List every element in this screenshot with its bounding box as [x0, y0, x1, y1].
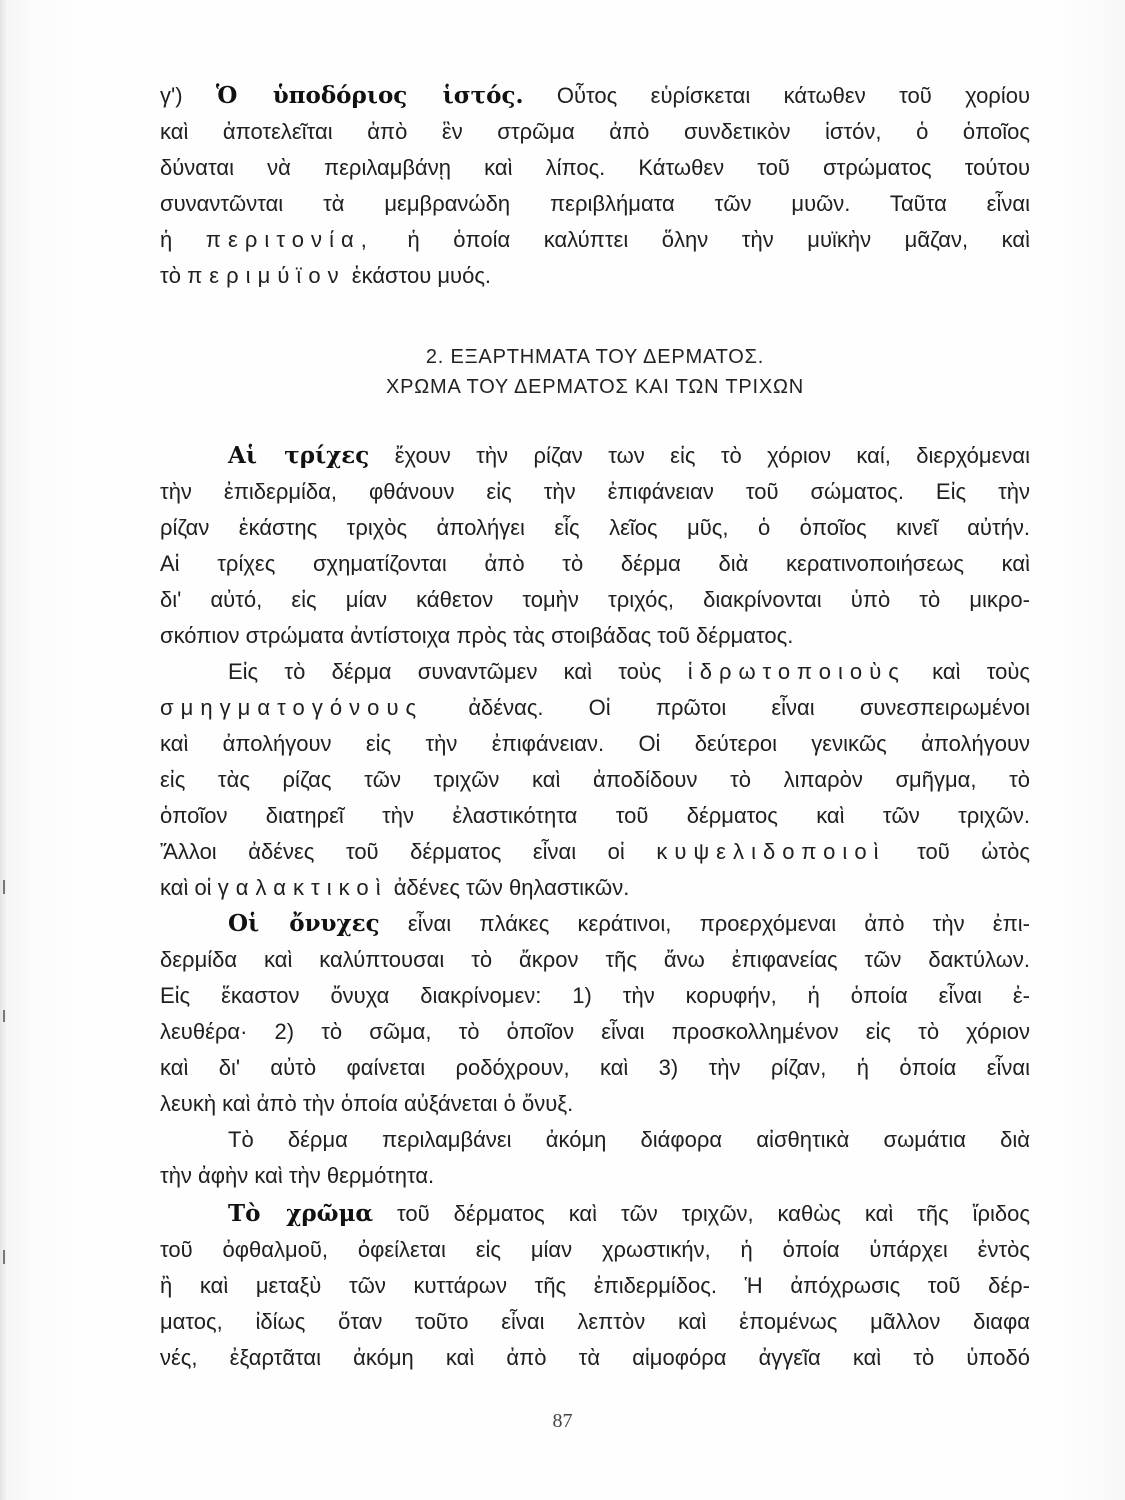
text-fragment: Εἰς τὸ δέρμα συναντῶμεν καὶ τοὺς: [228, 659, 662, 684]
subheading-color: Τὸ χρῶμα: [228, 1200, 374, 1227]
text-fragment: εἶναι πλάκες κεράτινοι, προερχόμεναι ἀπὸ τὴν ἐπι-: [407, 911, 1030, 936]
emphasized-term: περιμύϊον: [187, 263, 346, 288]
text-line: τὴν ἀφὴν καὶ τὴν θερμότητα.: [160, 1163, 435, 1188]
emphasized-term: σμηγματογόνους: [160, 695, 424, 720]
paragraph-glands: [160, 654, 1030, 906]
text-line: ὁποῖον διατηρεῖ τὴν ἐλαστικότητα τοῦ δέρματος καὶ τῶν τριχῶν.: [160, 803, 1030, 828]
paragraph-nails: [160, 906, 1030, 1122]
text-line: τὴν ἐπιδερμίδα, φθάνουν εἰς τὴν ἐπιφάνειαν τοῦ σώματος. Εἰς τὴν: [160, 479, 1030, 504]
text-line: Τὸ δέρμα περιλαμβάνει ἀκόμη διάφορα αἰσθητικὰ σωμάτια διὰ: [228, 1127, 1030, 1152]
text-line: σκόπιον στρώματα ἀντίστοιχα πρὸς τὰς στοιβάδας τοῦ δέρματος.: [160, 623, 794, 648]
text-line: καὶ ἀπολήγουν εἰς τὴν ἐπιφάνειαν. Οἱ δεύτεροι γενικῶς ἀπολήγουν: [160, 731, 1030, 756]
emphasized-term: ἱδρωτοποιοὺς: [687, 659, 906, 684]
section-title-line2: ΧΡΩΜΑ ΤΟΥ ΔΕΡΜΑΤΟΣ ΚΑΙ ΤΩΝ ΤΡΙΧΩΝ: [386, 376, 804, 398]
text-line: [160, 1196, 1030, 1232]
text-line: καὶ δι' αὐτὸ φαίνεται ροδόχρουν, καὶ 3) τὴν ρίζαν, ἡ ὁποία εἶναι: [160, 1055, 1030, 1080]
text-line: τοῦ ὀφθαλμοῦ, ὀφείλεται εἰς μίαν χρωστικήν, ἡ ὁποία ὑπάρχει ἐντὸς: [160, 1237, 1030, 1262]
text-fragment: ἀδένες τῶν θηλαστικῶν.: [393, 875, 630, 900]
text-line: λευθέρα· 2) τὸ σῶμα, τὸ ὁποῖον εἶναι προσκολλημένον εἰς τὸ χόριον: [160, 1019, 1030, 1044]
text-line: [160, 834, 1030, 870]
text-line: Εἰς ἕκαστον ὄνυχα διακρίνομεν: 1) τὴν κορυφήν, ἡ ὁποία εἶναι ἐ-: [160, 983, 1030, 1008]
emphasized-term: γαλακτικοὶ: [217, 875, 388, 900]
text-fragment: καὶ τοὺς: [932, 659, 1030, 684]
text-fragment: ἀδένας. Οἱ πρῶτοι εἶναι συνεσπειρωμένοι: [468, 695, 1030, 720]
text-line: λευκὴ καὶ ἀπὸ τὴν ὁποία αὐξάνεται ὁ ὄνυξ.: [160, 1091, 574, 1116]
scan-edge-shadow: [0, 0, 8, 1500]
text-line: [160, 438, 1030, 474]
margin-mark: [3, 880, 5, 894]
text-line: [160, 222, 1030, 258]
text-line: δι' αὐτό, εἰς μίαν κάθετον τομὴν τριχός, διακρίνονται ὑπὸ τὸ μικρο-: [160, 587, 1030, 612]
text-line: [160, 258, 1030, 294]
text-line: συναντῶνται τὰ μεμβρανώδη περιβλήματα τῶν μυῶν. Ταῦτα εἶναι: [160, 191, 1030, 216]
text-line: καὶ ἀποτελεῖται ἀπὸ ἓν στρῶμα ἀπὸ συνδετικὸν ἱστόν, ὁ ὁποῖος: [160, 119, 1030, 144]
text-line: δύναται νὰ περιλαμβάνῃ καὶ λίπος. Κάτωθεν τοῦ στρώματος τούτου: [160, 155, 1030, 180]
margin-mark: [3, 1010, 5, 1022]
paragraph-senses: [160, 1122, 1030, 1194]
text-fragment: Οὗτος εὑρίσκεται κάτωθεν τοῦ χορίου: [556, 83, 1030, 108]
text-fragment: ἑκάστου μυός.: [351, 263, 492, 288]
text-line: ματος, ἰδίως ὅταν τοῦτο εἶναι λεπτὸν καὶ ἑπομένως μᾶλλον διαφα: [160, 1309, 1030, 1334]
text-fragment: Ἄλλοι ἀδένες τοῦ δέρματος εἶναι οἱ: [160, 839, 625, 864]
text-line: [160, 690, 1030, 726]
text-line: [160, 78, 1030, 114]
text-fragment: ἡ ὁποία καλύπτει ὅλην τὴν μυϊκὴν μᾶζαν, καὶ: [407, 227, 1030, 252]
subheading-nails: Οἱ ὄνυχες: [228, 910, 380, 937]
emphasized-term: κυψελιδοποιοὶ: [656, 839, 886, 864]
text-line: ἢ καὶ μεταξὺ τῶν κυττάρων τῆς ἐπιδερμίδος. Ἡ ἀπόχρωσις τοῦ δέρ-: [160, 1273, 1030, 1298]
text-fragment: ἔχουν τὴν ρίζαν των εἰς τὸ χόριον καί, διερχόμεναι: [394, 443, 1030, 468]
paragraph-color: [160, 1196, 1030, 1376]
text-fragment: καὶ οἱ: [160, 875, 212, 900]
subheading-subcutaneous: Ὁ ὑποδόριος ἱστός.: [215, 82, 524, 109]
section-title-line1: 2. ΕΞΑΡΤΗΜΑΤΑ ΤΟΥ ΔΕΡΜΑΤΟΣ.: [425, 346, 765, 368]
page-number: 87: [552, 1410, 573, 1432]
item-label: γ'): [160, 83, 183, 108]
text-line: εἰς τὰς ρίζας τῶν τριχῶν καὶ ἀποδίδουν τὸ λιπαρὸν σμῆγμα, τὸ: [160, 767, 1030, 792]
paragraph-subcutaneous-tissue: [160, 78, 1030, 294]
text-fragment: τοῦ ὠτὸς: [917, 839, 1030, 864]
emphasized-term: περιτονία,: [205, 227, 374, 252]
text-line: δερμίδα καὶ καλύπτουσαι τὸ ἄκρον τῆς ἄνω ἐπιφανείας τῶν δακτύλων.: [160, 947, 1030, 972]
text-fragment: ἡ: [160, 227, 173, 252]
text-line: [160, 654, 1030, 690]
text-fragment: τοῦ δέρματος καὶ τῶν τριχῶν, καθὼς καὶ τῆς ἴριδος: [397, 1201, 1030, 1226]
text-line: νές, ἐξαρτᾶται ἀκόμη καὶ ἀπὸ τὰ αἱμοφόρα ἀγγεῖα καὶ τὸ ὑποδό: [160, 1345, 1030, 1370]
margin-mark: [3, 1250, 5, 1264]
text-fragment: τὸ: [160, 263, 181, 288]
text-line: ρίζαν ἑκάστης τριχὸς ἀπολήγει εἷς λεῖος μῦς, ὁ ὁποῖος κινεῖ αὐτήν.: [160, 515, 1030, 540]
text-line: [160, 906, 1030, 942]
paragraph-hair: [160, 438, 1030, 654]
subheading-hair: Αἱ τρίχες: [228, 442, 370, 469]
text-line: Αἱ τρίχες σχηματίζονται ἀπὸ τὸ δέρμα διὰ κερατινοποιήσεως καὶ: [160, 551, 1030, 576]
text-line: [160, 870, 1030, 906]
